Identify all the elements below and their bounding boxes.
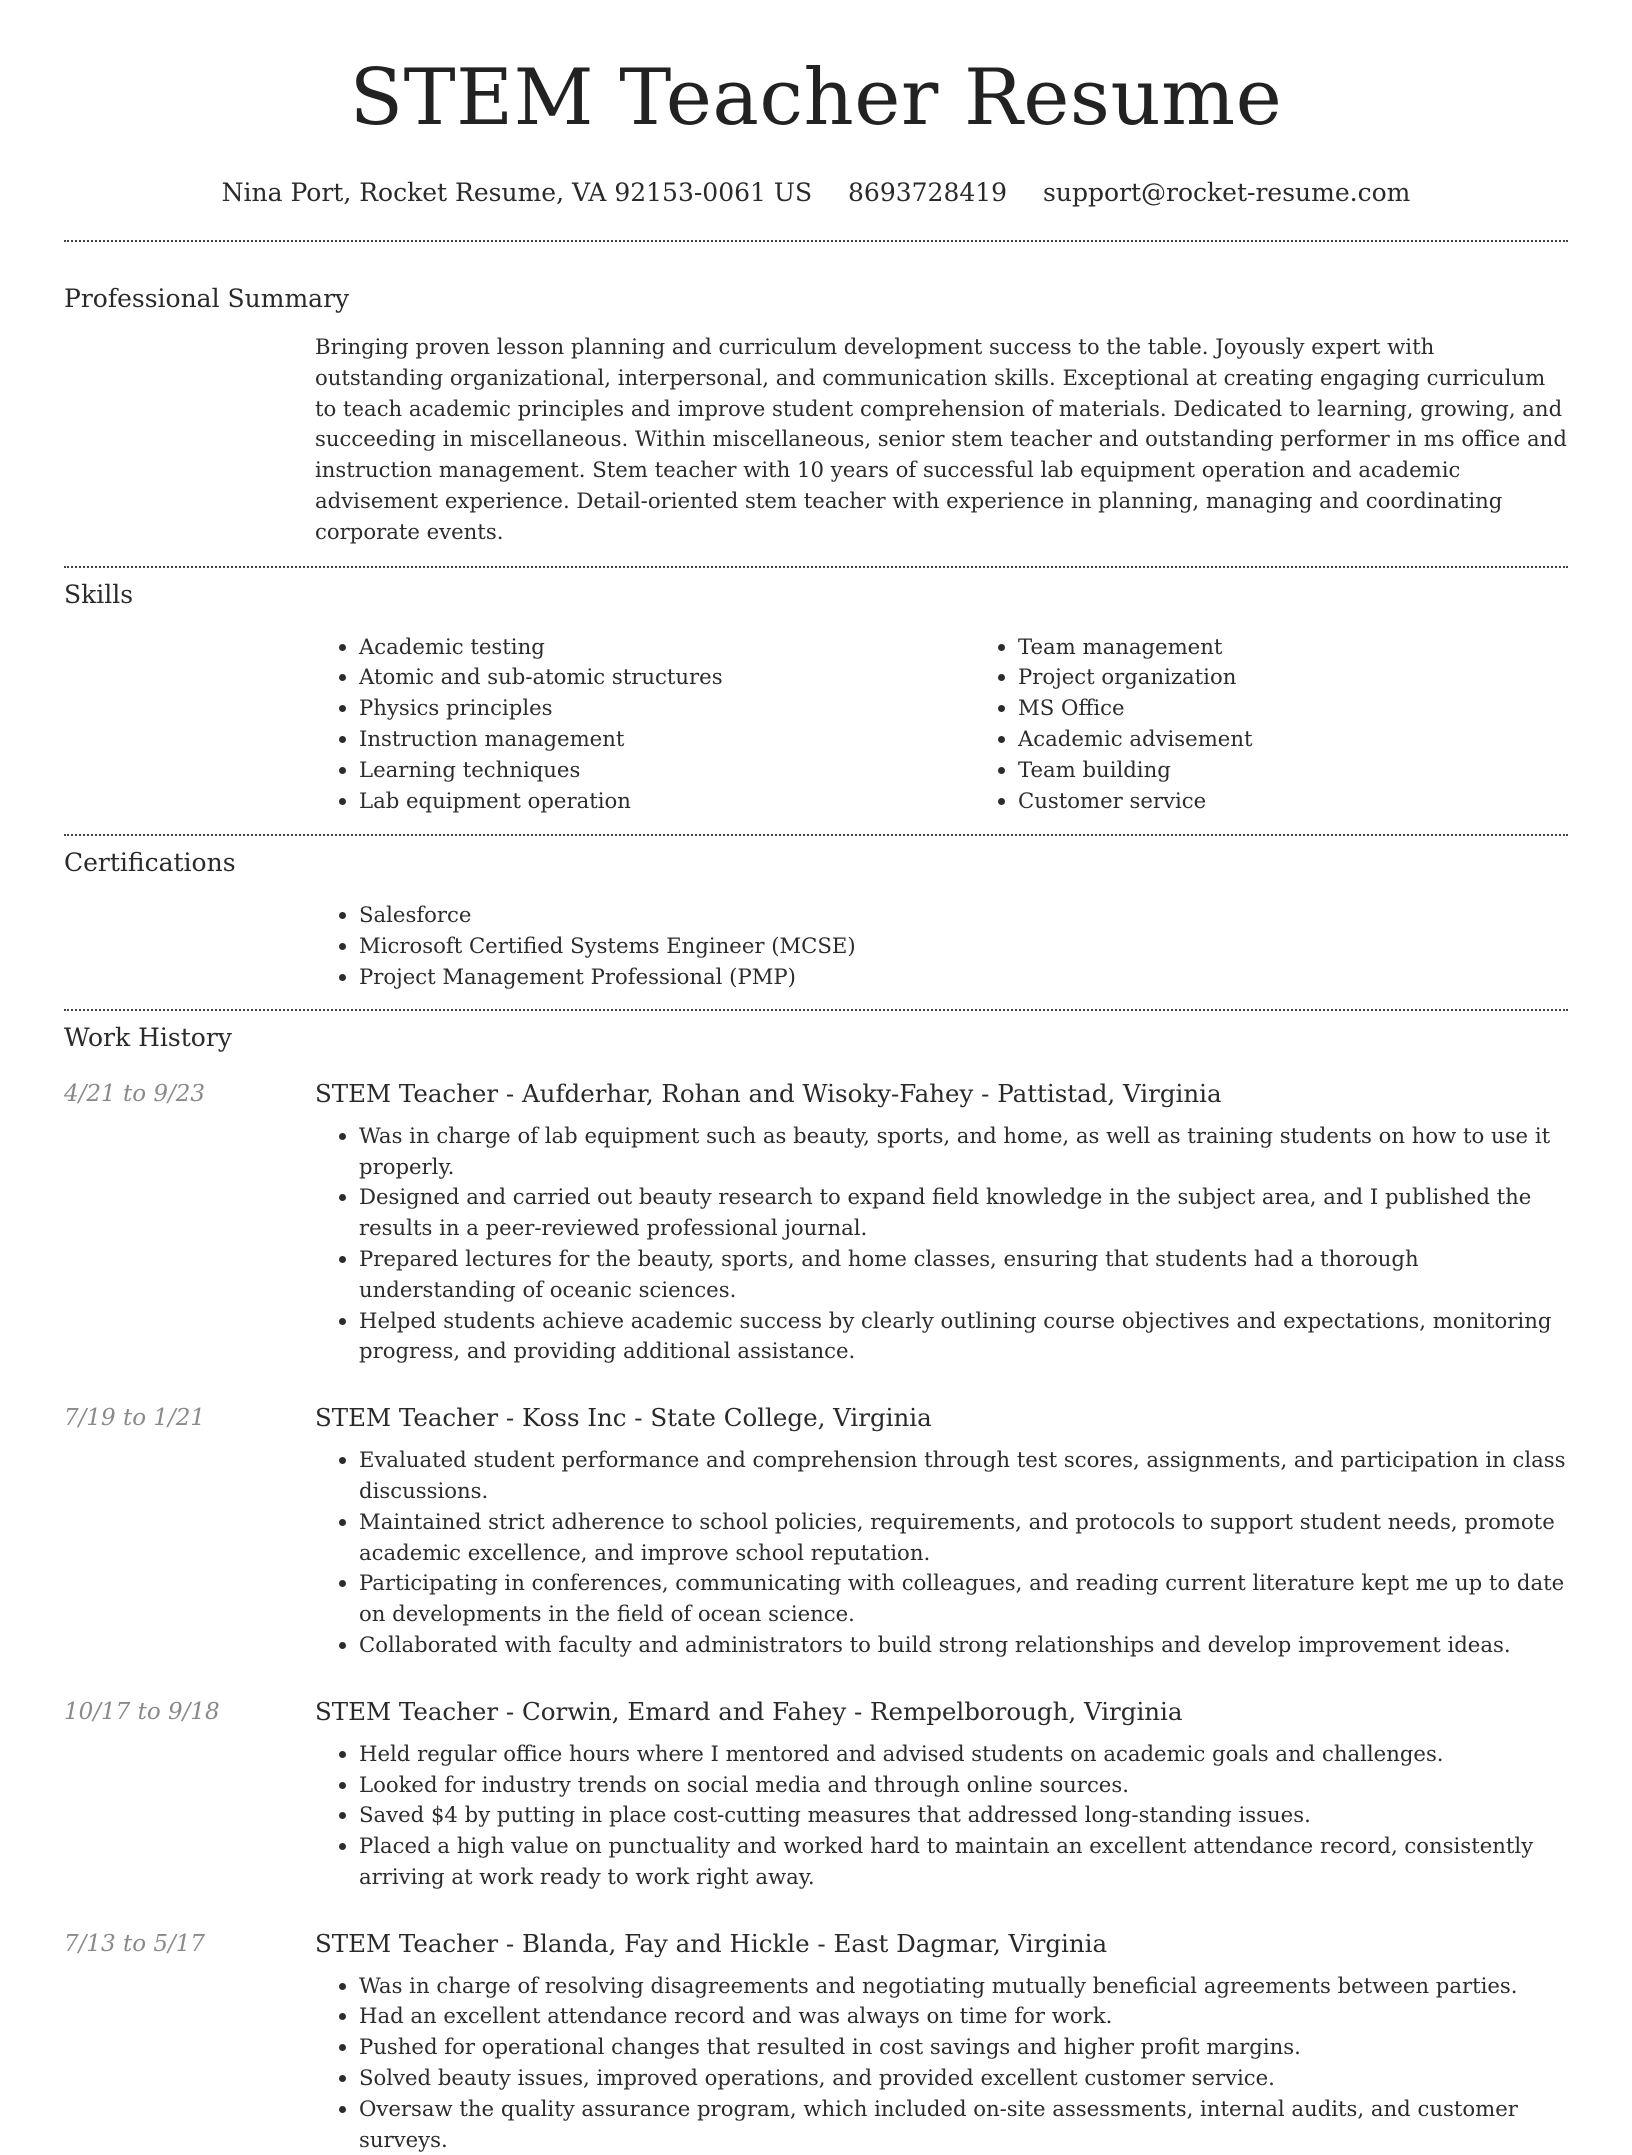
list-item: • Evaluated student performance and comprehension through test scores, assignments, and participation in class discussions. [359,1445,1568,1507]
contact-line [0,176,1632,210]
job-dates: 4/21 to 9/23 [64,1080,206,1107]
job-bullets [315,1121,1568,1367]
list-item: • Physics principles [359,693,974,724]
job-title: STEM Teacher - Koss Inc - State College, Virginia [315,1403,932,1433]
list-item: • Maintained strict adherence to school policies, requirements, and protocols to support student needs, promote academic excellence, and improve school reputation. [359,1507,1568,1569]
list-item: • Was in charge of resolving disagreements and negotiating mutually beneficial agreements between parties. [359,1971,1568,2002]
list-item: • Team building [1018,755,1632,786]
summary-section [0,242,1632,566]
job-title: STEM Teacher - Corwin, Emard and Fahey - Rempelborough, Virginia [315,1696,1183,1726]
certifications-section [0,836,1632,1008]
list-item: • Instruction management [359,724,974,755]
job-entry [64,1927,1568,2155]
skills-list-right [974,632,1632,817]
summary-content [315,332,1568,566]
job-main [315,1695,1568,1893]
list-item: • Salesforce [359,900,1568,931]
skills-list-left [315,632,974,817]
list-item: • Academic advisement [1018,724,1632,755]
list-item: • Was in charge of lab equipment such as beauty, sports, and home, as well as training students on how to use it properly. [359,1121,1568,1183]
list-item: • Project Management Professional (PMP) [359,962,1568,993]
list-item: • Project organization [1018,662,1632,693]
job-bullets [315,1971,1568,2155]
contact-email: support@rocket-resume.com [1043,178,1411,207]
resume-title: STEM Teacher Resume [349,53,1283,143]
job-main [315,1077,1568,1367]
job-bullets [315,1445,1568,1661]
list-item: • Learning techniques [359,755,974,786]
work-heading: Work History [64,1022,232,1052]
list-item: • Placed a high value on punctuality and worked hard to maintain an excellent attendance record, consistently arriving at work ready to work right away. [359,1831,1568,1893]
summary-heading: Professional Summary [64,284,350,313]
certifications-heading: Certifications [64,848,236,878]
certifications-content [315,900,1568,1008]
list-item: • Held regular office hours where I mentored and advised students on academic goals and challenges. [359,1739,1568,1770]
contact-phone: 8693728419 [848,178,1008,207]
job-dates: 7/19 to 1/21 [64,1405,206,1432]
list-item: • Prepared lectures for the beauty, sports, and home classes, ensuring that students had a thorough understanding of oceanic sciences. [359,1244,1568,1306]
list-item: • Customer service [1018,786,1632,817]
skills-content [315,632,1568,835]
list-item: • Designed and carried out beauty research to expand field knowledge in the subject area, and I published the results in a peer-reviewed professional journal. [359,1182,1568,1244]
job-entry [64,1695,1568,1893]
list-item: • Solved beauty issues, improved operations, and provided excellent customer service. [359,2063,1568,2094]
skills-section [0,568,1632,835]
work-section [0,1011,1632,2155]
skills-grid [315,632,1568,817]
job-bullets [315,1739,1568,1893]
certifications-list [315,900,1568,992]
job-entry [64,1077,1568,1367]
list-item: • Microsoft Certified Systems Engineer (MCSE) [359,931,1568,962]
list-item: • Helped students achieve academic success by clearly outlining course objectives and expectations, monitoring progress, and providing additional assistance. [359,1306,1568,1368]
skills-heading: Skills [64,579,134,609]
list-item: • Collaborated with faculty and administrators to build strong relationships and develop improvement ideas. [359,1630,1568,1661]
job-main [315,1401,1568,1661]
resume-header [0,0,1632,210]
contact-address: Nina Port, Rocket Resume, VA 92153-0061 US [221,178,813,207]
list-item: • Had an excellent attendance record and was always on time for work. [359,2001,1568,2032]
list-item: • Pushed for operational changes that resulted in cost savings and higher profit margins. [359,2032,1568,2063]
list-item: • Participating in conferences, communicating with colleagues, and reading current literature kept me up to date on developments in the field of ocean science. [359,1568,1568,1630]
list-item: • Saved $4 by putting in place cost-cutting measures that addressed long-standing issues. [359,1800,1568,1831]
job-dates: 10/17 to 9/18 [64,1698,220,1725]
list-item: • Oversaw the quality assurance program, which included on-site assessments, internal audits, and customer surveys. [359,2094,1568,2155]
job-dates: 7/13 to 5/17 [64,1930,206,1957]
summary-text: Bringing proven lesson planning and curriculum development success to the table. Joyously expert with outstanding organizational, interpersonal, and communication skills. Exceptional at creating engaging curriculum to teach academic principles and improve student comprehension of materials. Dedicated to learning, growing, and succeeding in miscellaneous. Within miscellaneous, senior stem teacher and outstanding performer in ms office and instruction management. Stem teacher with 10 years of successful lab equipment operation and academic advisement experience. Detail-oriented stem teacher with experience in planning, managing and coordinating corporate events. [315,334,1567,544]
list-item: • Lab equipment operation [359,786,974,817]
job-main [315,1927,1568,2155]
job-entry [64,1401,1568,1661]
job-title: STEM Teacher - Aufderhar, Rohan and Wisoky-Fahey - Pattistad, Virginia [315,1078,1222,1108]
job-title: STEM Teacher - Blanda, Fay and Hickle - East Dagmar, Virginia [315,1928,1108,1958]
list-item: • Atomic and sub-atomic structures [359,662,974,693]
list-item: • Looked for industry trends on social media and through online sources. [359,1770,1568,1801]
list-item: • MS Office [1018,693,1632,724]
list-item: • Team management [1018,632,1632,663]
list-item: • Academic testing [359,632,974,663]
